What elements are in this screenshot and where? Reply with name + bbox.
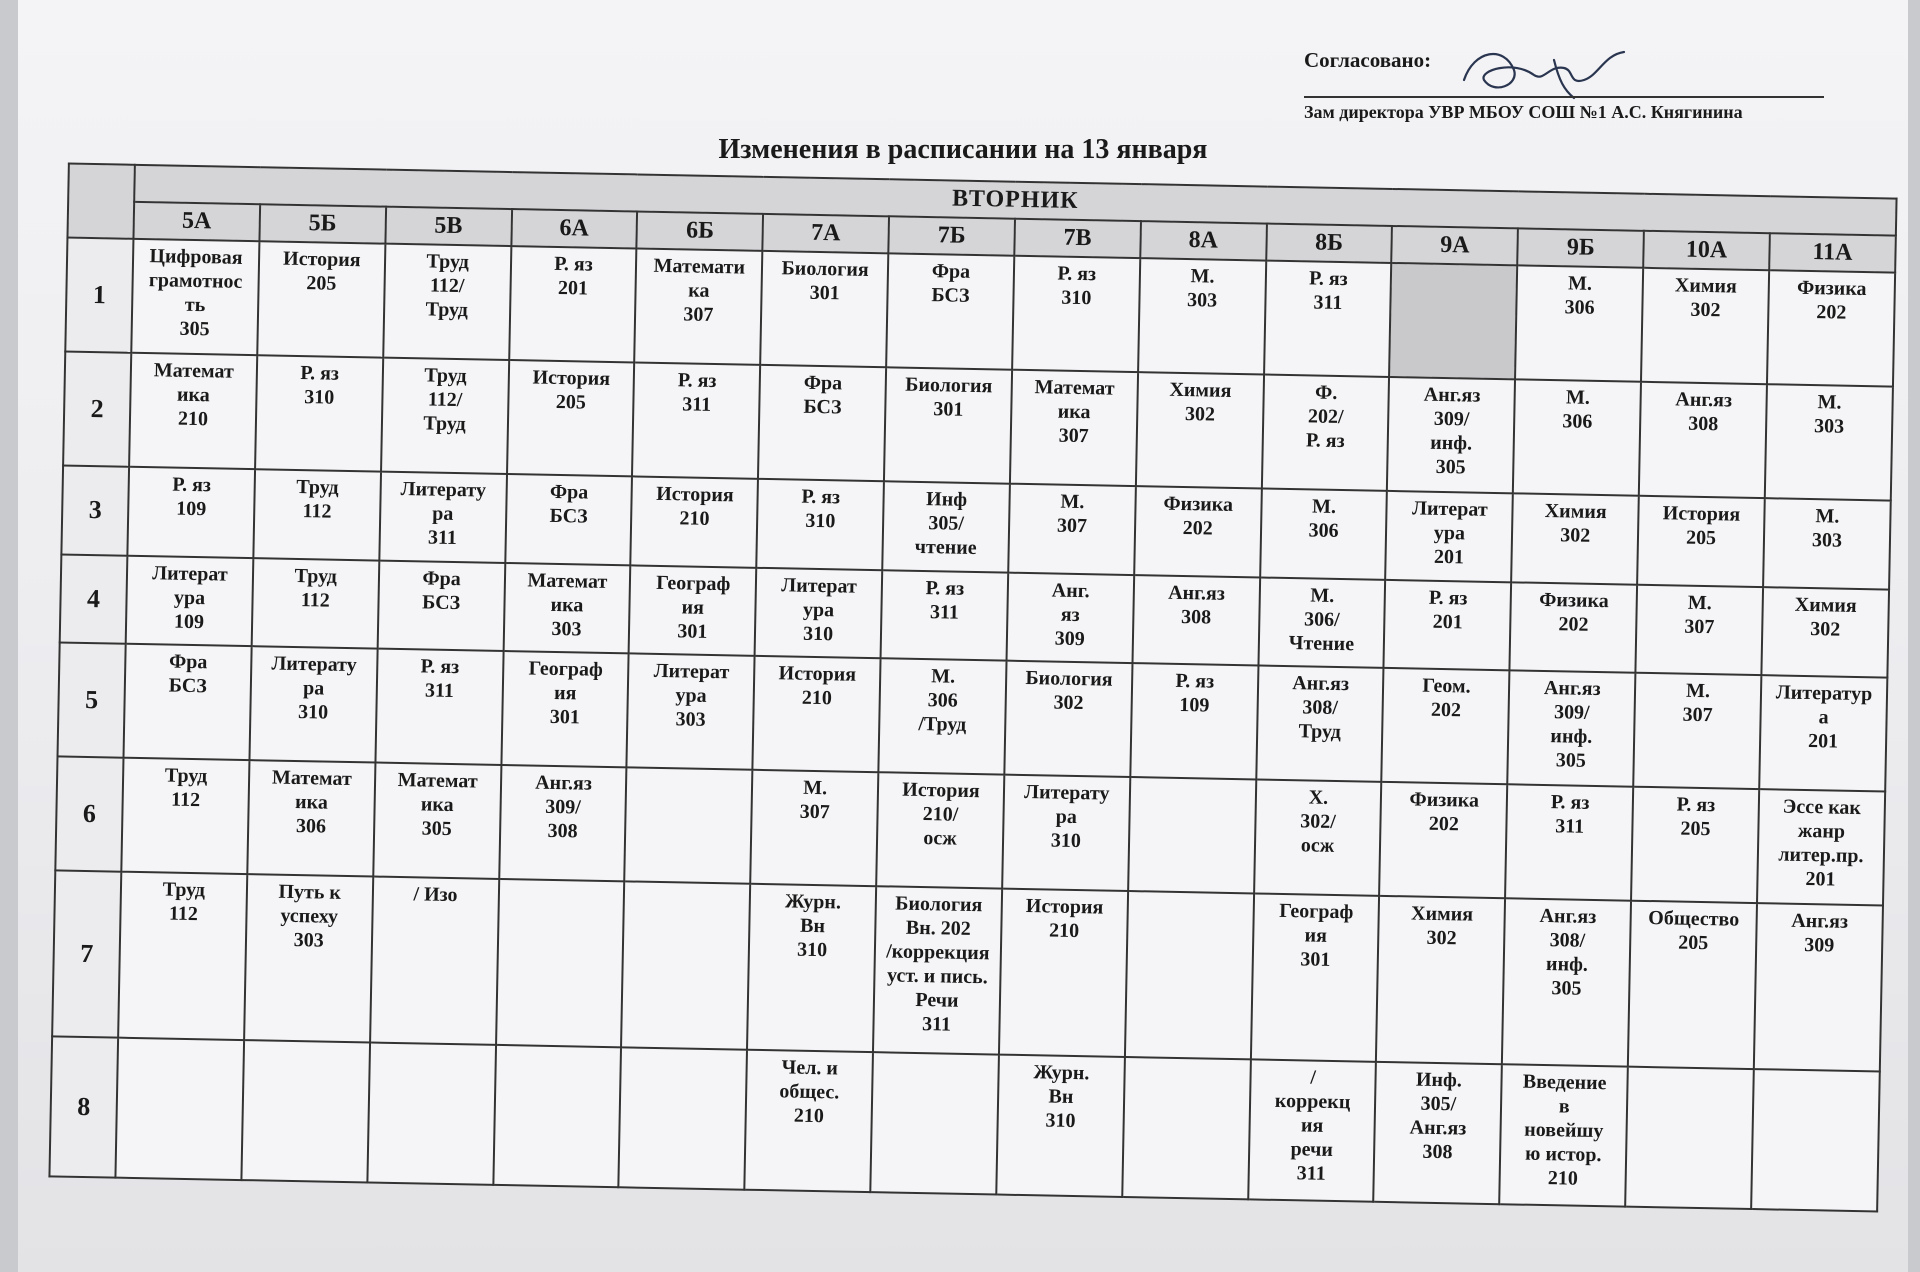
lesson-cell: Литерат ура 201 xyxy=(1386,491,1514,582)
lesson-cell: История 205 xyxy=(257,241,385,358)
lesson-cell: М. 306 xyxy=(1513,379,1641,496)
lesson-cell: М. 307 xyxy=(1633,673,1761,790)
lesson-cell xyxy=(115,1038,244,1180)
class-header: 10А xyxy=(1643,231,1770,270)
lesson-cell: Физика 202 xyxy=(1134,486,1262,577)
lesson-cell: М. 306/ Чтение xyxy=(1258,577,1386,668)
lesson-number: 8 xyxy=(49,1036,118,1177)
class-header: 11А xyxy=(1769,233,1896,272)
lesson-number: 2 xyxy=(63,352,131,467)
lesson-cell: Математ ика 307 xyxy=(1010,370,1138,487)
class-header: 9Б xyxy=(1517,228,1644,267)
lesson-cell: Р. яз 310 xyxy=(255,355,383,472)
day-header: ВТОРНИК xyxy=(134,165,1896,236)
lesson-cell: Литератур а 201 xyxy=(1759,675,1887,792)
lesson-cell xyxy=(1751,1069,1880,1211)
lesson-cell xyxy=(621,882,750,1050)
lesson-cell: М. 307 xyxy=(1636,584,1764,675)
lesson-cell xyxy=(1128,777,1256,894)
lesson-cell: Математ ика 210 xyxy=(129,353,257,470)
class-header: 8А xyxy=(1140,221,1267,260)
lesson-cell: Журн. Вн 310 xyxy=(996,1055,1125,1197)
lesson-cell: Труд 112 xyxy=(118,872,247,1040)
signature-line xyxy=(1304,96,1824,98)
lesson-cell: Математ ика 305 xyxy=(373,763,501,880)
class-header: 8Б xyxy=(1266,224,1393,263)
lesson-cell xyxy=(496,879,625,1047)
class-header: 9А xyxy=(1392,226,1519,265)
lesson-cell: Анг.яз 308/ Труд xyxy=(1256,665,1384,782)
lesson-cell: М. 303 xyxy=(1763,498,1891,589)
lesson-cell: Труд 112/ Труд xyxy=(383,244,511,361)
lesson-cell: / Изо xyxy=(370,877,499,1045)
lesson-cell: Фра БСЗ xyxy=(505,474,633,565)
lesson-cell: Р. яз 310 xyxy=(756,479,884,570)
lesson-cell: Р. яз 311 xyxy=(1264,261,1392,378)
lesson-cell: Р. яз 311 xyxy=(632,363,760,480)
lesson-cell: Труд 112 xyxy=(121,758,249,875)
lesson-cell: Р. яз 311 xyxy=(1505,784,1633,901)
lesson-cell: Литерату ра 310 xyxy=(1002,775,1130,892)
lesson-cell: Химия 302 xyxy=(1136,372,1264,489)
corner-cell xyxy=(67,164,134,239)
lesson-cell: Химия 302 xyxy=(1511,494,1639,585)
lesson-cell: История 210/ осж xyxy=(876,772,1004,889)
schedule-body xyxy=(49,238,1895,1212)
lesson-cell xyxy=(619,1047,748,1189)
lesson-cell xyxy=(241,1040,370,1182)
class-header: 6Б xyxy=(637,211,764,250)
page-title: Изменения в расписании на 13 января xyxy=(718,134,1208,165)
lesson-cell: Анг.яз 309/ 308 xyxy=(499,765,627,882)
lesson-cell: Географ ия 301 xyxy=(501,651,629,768)
lesson-cell: Математи ка 307 xyxy=(635,248,763,365)
lesson-cell: Химия 302 xyxy=(1761,587,1889,678)
lesson-cell: История 210 xyxy=(753,656,881,773)
lesson-cell: Математ ика 303 xyxy=(503,563,631,654)
class-header: 7Б xyxy=(888,216,1015,255)
lesson-number: 1 xyxy=(65,238,133,353)
lesson-cell: Физика 202 xyxy=(1767,270,1895,387)
lesson-cell: Биология Вн. 202 /коррекция уст. и пись. Речи 311 xyxy=(873,886,1002,1054)
lesson-cell: Инф 305/ чтение xyxy=(882,482,1010,573)
lesson-cell: Журн. Вн 310 xyxy=(747,884,876,1052)
lesson-cell: Труд 112 xyxy=(253,469,381,560)
lesson-cell: Литерат ура 303 xyxy=(627,653,755,770)
lesson-cell: Анг.яз 309 xyxy=(1754,903,1883,1071)
lesson-cell: Анг.яз 308 xyxy=(1639,382,1767,499)
lesson-cell: Р. яз 311 xyxy=(375,648,503,765)
lesson-cell: Инф. 305/ Анг.яз 308 xyxy=(1374,1062,1503,1204)
lesson-cell: История 205 xyxy=(1637,496,1765,587)
lesson-number: 6 xyxy=(55,756,123,871)
lesson-number: 4 xyxy=(60,554,128,644)
lesson-cell xyxy=(1625,1067,1754,1209)
lesson-cell: История 205 xyxy=(507,360,635,477)
class-header: 5В xyxy=(385,207,512,246)
approval-position: Зам директора УВР МБОУ СОШ №1 А.С. Княгинина xyxy=(1304,102,1743,122)
lesson-cell: Анг. яз 309 xyxy=(1006,572,1134,663)
lesson-cell: Фра БСЗ xyxy=(886,253,1014,370)
approval-block xyxy=(1304,48,1824,122)
lesson-cell: Геом. 202 xyxy=(1382,668,1510,785)
lesson-cell: Фра БСЗ xyxy=(758,365,886,482)
lesson-cell xyxy=(870,1052,999,1194)
lesson-number: 3 xyxy=(61,466,129,556)
class-header: 6А xyxy=(511,209,638,248)
schedule-table xyxy=(48,163,1897,1213)
lesson-cell xyxy=(1389,263,1517,380)
lesson-cell: История 210 xyxy=(631,477,759,568)
lesson-cell xyxy=(625,767,753,884)
lesson-cell: Анг.яз 309/ инф. 305 xyxy=(1508,670,1636,787)
lesson-cell: Общество 205 xyxy=(1628,901,1757,1069)
lesson-cell: Биология 301 xyxy=(760,251,888,368)
lesson-cell: Р. яз 201 xyxy=(509,246,637,363)
lesson-cell: Химия 302 xyxy=(1641,268,1769,385)
class-header: 5А xyxy=(133,202,260,241)
lesson-cell: Эссе как жанр литер.пр. 201 xyxy=(1757,789,1885,906)
lesson-cell xyxy=(1125,891,1254,1059)
lesson-cell xyxy=(493,1045,622,1187)
lesson-cell: М. 307 xyxy=(750,770,878,887)
lesson-cell: Географ ия 301 xyxy=(1251,894,1380,1062)
lesson-cell: Р. яз 201 xyxy=(1384,579,1512,670)
lesson-cell: Анг.яз 309/ инф. 305 xyxy=(1387,377,1515,494)
lesson-cell: Труд 112/ Труд xyxy=(381,358,509,475)
lesson-cell xyxy=(1122,1057,1251,1199)
lesson-cell xyxy=(367,1042,496,1184)
lesson-cell: М. 306 xyxy=(1260,489,1388,580)
lesson-cell: Ф. 202/ Р. яз xyxy=(1261,375,1389,492)
lesson-cell: Х. 302/ осж xyxy=(1254,779,1382,896)
lesson-cell: Цифровая грамотнос ть 305 xyxy=(131,239,259,356)
lesson-cell: М. 303 xyxy=(1138,258,1266,375)
lesson-cell: М. 306 xyxy=(1515,265,1643,382)
lesson-cell: Литерат ура 109 xyxy=(126,555,254,646)
class-header: 7А xyxy=(763,214,890,253)
lesson-cell: Литерату ра 310 xyxy=(249,646,377,763)
class-header: 7В xyxy=(1014,219,1141,258)
lesson-cell: Р. яз 205 xyxy=(1631,787,1759,904)
lesson-cell: Литерату ра 311 xyxy=(379,472,507,563)
lesson-cell: Р. яз 109 xyxy=(127,467,255,558)
lesson-cell: История 210 xyxy=(999,889,1128,1057)
lesson-cell: / коррекц ия речи 311 xyxy=(1248,1059,1377,1201)
lesson-cell: Р. яз 109 xyxy=(1130,663,1258,780)
signature-icon xyxy=(1454,40,1654,104)
lesson-cell: Труд 112 xyxy=(252,558,380,649)
lesson-cell: Физика 202 xyxy=(1380,782,1508,899)
lesson-cell: Литерат ура 310 xyxy=(755,567,883,658)
lesson-cell: М. 307 xyxy=(1008,484,1136,575)
lesson-number: 5 xyxy=(58,642,126,757)
paper-sheet xyxy=(18,0,1908,1272)
lesson-cell: Анг.яз 308 xyxy=(1132,575,1260,666)
lesson-cell: М. 306 /Труд xyxy=(878,658,1006,775)
approval-label: Согласовано: xyxy=(1304,48,1432,72)
lesson-cell: Физика 202 xyxy=(1510,582,1638,673)
lesson-cell: Фра БСЗ xyxy=(123,644,251,761)
lesson-cell: М. 303 xyxy=(1765,384,1893,501)
class-header: 5Б xyxy=(259,204,386,243)
lesson-cell: Биология 301 xyxy=(884,367,1012,484)
lesson-number: 7 xyxy=(52,871,121,1038)
lesson-cell: Путь к успеху 303 xyxy=(244,874,373,1042)
lesson-cell: Биология 302 xyxy=(1004,661,1132,778)
lesson-cell: Географ ия 301 xyxy=(629,565,757,656)
lesson-cell: Химия 302 xyxy=(1376,896,1505,1064)
lesson-cell: Математ ика 306 xyxy=(247,760,375,877)
lesson-cell: Фра БСЗ xyxy=(377,560,505,651)
lesson-cell: Р. яз 311 xyxy=(881,570,1009,661)
lesson-cell: Анг.яз 308/ инф. 305 xyxy=(1502,898,1631,1066)
lesson-cell: Р. яз 310 xyxy=(1012,256,1140,373)
lesson-cell: Чел. и общес. 210 xyxy=(745,1050,874,1192)
lesson-cell: Введение в новейшу ю истор. 210 xyxy=(1499,1064,1628,1206)
